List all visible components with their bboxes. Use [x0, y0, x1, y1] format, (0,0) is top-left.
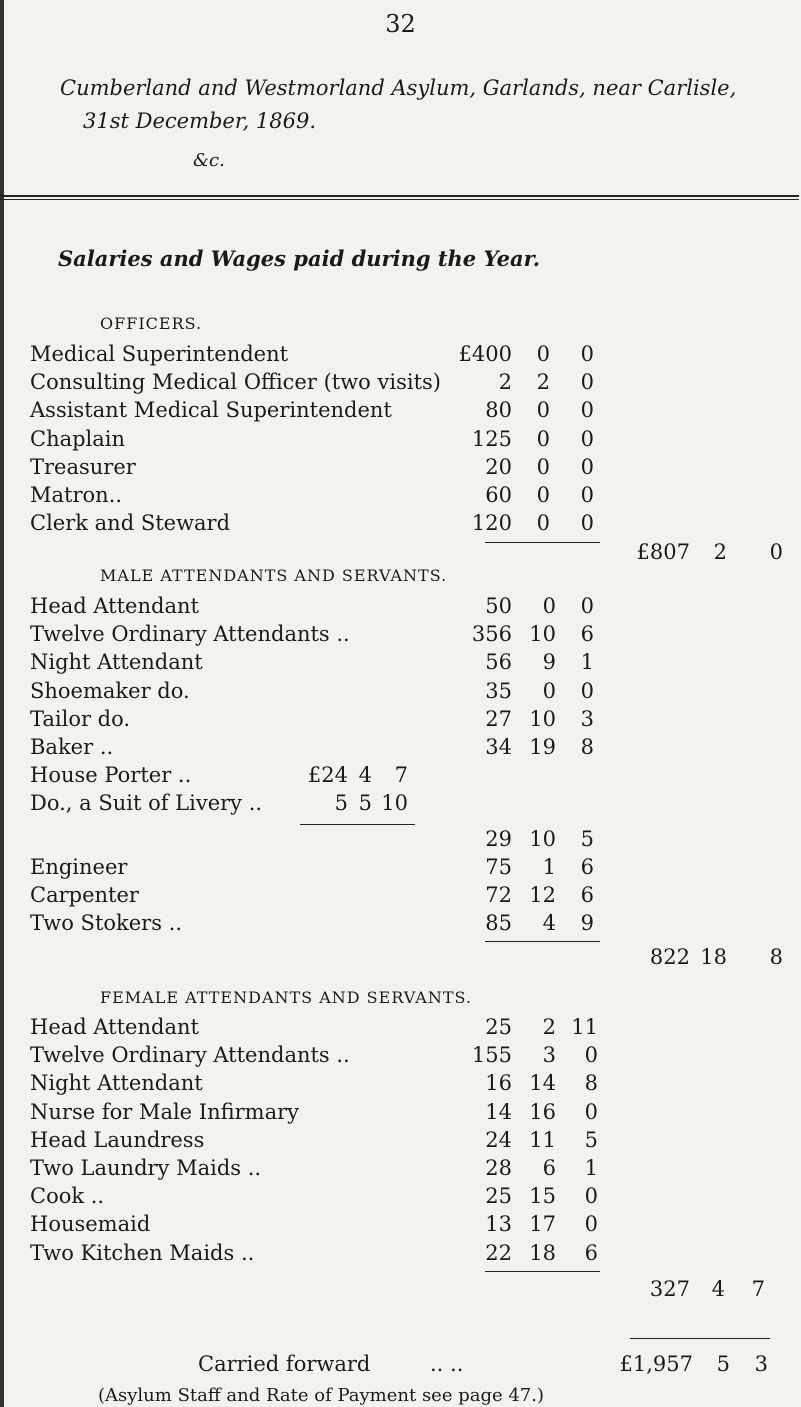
male-subrow-pounds: 5	[334, 791, 348, 816]
male-row-description: Head Attendant	[30, 594, 199, 618]
officer-row-pounds: 60	[485, 483, 512, 507]
male-row-pounds: 75	[485, 854, 512, 879]
female-total-rule	[485, 1271, 600, 1272]
female-total-pounds: 327	[649, 1276, 690, 1301]
female-row-description: Two Laundry Maids ..	[30, 1156, 262, 1180]
female-row-pounds: 155	[471, 1043, 512, 1068]
title-rule	[0, 195, 799, 197]
female-row-shillings: 17	[529, 1212, 556, 1237]
document-title: Cumberland and Westmorland Asylum, Garlands, near Carlisle,	[60, 76, 737, 100]
officer-row-description: Clerk and Steward	[30, 511, 231, 536]
male-row-pence: 9	[580, 911, 594, 936]
officer-row-pounds: 2	[498, 370, 512, 395]
male-subrow-rule	[300, 824, 415, 825]
female-row-pence: 11	[571, 1015, 598, 1039]
carried-forward-pounds: £1,957	[619, 1352, 693, 1376]
page-binding-edge	[0, 0, 4, 1407]
female-row-shillings: 18	[529, 1240, 556, 1265]
officer-row-shillings: 0	[536, 483, 550, 507]
officer-row-description: Chaplain	[30, 426, 126, 451]
female-row-pence: 1	[584, 1156, 598, 1180]
male-row-description: Baker ..	[30, 735, 114, 759]
male-row-description: Shoemaker do.	[30, 678, 190, 703]
officer-row-pence: 0	[580, 454, 594, 479]
male-row-pence: 3	[580, 706, 594, 731]
female-row-shillings: 16	[529, 1099, 556, 1124]
officer-row-description: Matron..	[30, 483, 123, 507]
female-row-pounds: 14	[485, 1099, 512, 1124]
section-title-female: FEMALE ATTENDANTS AND SERVANTS.	[100, 988, 472, 1007]
male-total-pence: 8	[769, 945, 783, 970]
officer-row-shillings: 2	[536, 370, 550, 395]
female-row-shillings: 3	[542, 1043, 556, 1068]
officer-row-pounds: £400	[458, 342, 512, 366]
male-row-description: Carpenter	[30, 883, 139, 907]
female-row-shillings: 15	[529, 1184, 556, 1209]
female-row-description: Twelve Ordinary Attendants ..	[30, 1043, 350, 1068]
male-subrow-pence: 10	[381, 791, 408, 816]
officer-row-pence: 0	[580, 483, 594, 507]
female-row-pence: 0	[584, 1184, 598, 1209]
carried-forward-pence: 3	[754, 1352, 768, 1376]
female-row-description: Nurse for Male Infirmary	[30, 1099, 299, 1124]
male-row-pounds: 85	[485, 911, 512, 936]
officer-row-description: Medical Superintendent	[30, 342, 289, 366]
female-row-shillings: 11	[529, 1127, 556, 1152]
officer-row-shillings: 0	[536, 454, 550, 479]
officer-row-pounds: 20	[485, 454, 512, 479]
male-subrow-description: House Porter ..	[30, 763, 192, 788]
female-row-description: Two Kitchen Maids ..	[30, 1240, 255, 1265]
section-heading: Salaries and Wages paid during the Year.	[58, 246, 541, 271]
female-row-pounds: 16	[485, 1071, 512, 1096]
male-row-description: Twelve Ordinary Attendants ..	[30, 622, 350, 647]
male-row-shillings: 9	[542, 650, 556, 675]
female-row-pounds: 28	[485, 1156, 512, 1180]
male-row-pence: 6	[580, 854, 594, 879]
officer-total-shillings: 2	[713, 540, 727, 565]
female-row-description: Head Laundress	[30, 1127, 205, 1152]
male-subtotal-pence: 5	[580, 826, 594, 851]
officer-row-description: Consulting Medical Officer (two visits)	[30, 370, 441, 395]
officer-total-pounds: £807	[636, 540, 690, 565]
male-row-pounds: 27	[485, 706, 512, 731]
male-subtotal-shillings: 10	[529, 826, 556, 851]
female-row-pence: 0	[584, 1043, 598, 1068]
male-row-shillings: 1	[542, 854, 556, 879]
officer-row-pence: 0	[580, 426, 594, 451]
etc-mark: &c.	[193, 150, 225, 171]
male-subrow-shillings: 5	[358, 791, 372, 816]
officer-row-description: Assistant Medical Superintendent	[30, 398, 392, 423]
female-row-pence: 6	[584, 1240, 598, 1265]
male-row-description: Tailor do.	[30, 706, 131, 731]
male-total-pounds: 822	[649, 945, 690, 970]
male-row-pence: 0	[580, 678, 594, 703]
male-row-pence: 6	[580, 622, 594, 647]
female-row-description: Night Attendant	[30, 1071, 203, 1096]
officer-row-pence: 0	[580, 398, 594, 423]
female-row-pence: 8	[584, 1071, 598, 1096]
female-row-description: Housemaid	[30, 1212, 151, 1237]
officer-row-pence: 0	[580, 370, 594, 395]
male-row-shillings: 10	[529, 706, 556, 731]
male-row-shillings: 10	[529, 622, 556, 647]
carried-forward-shillings: 5	[716, 1352, 730, 1376]
officer-row-shillings: 0	[536, 426, 550, 451]
female-total-pence: 7	[751, 1276, 765, 1301]
male-row-shillings: 0	[542, 678, 556, 703]
female-row-description: Cook ..	[30, 1184, 105, 1209]
male-row-pounds: 72	[485, 883, 512, 907]
carried-forward-label: Carried forward	[198, 1352, 371, 1376]
female-total-shillings: 4	[711, 1276, 725, 1301]
officer-row-shillings: 0	[536, 511, 550, 536]
male-subtotal-pounds: 29	[485, 826, 512, 851]
male-row-shillings: 4	[542, 911, 556, 936]
female-row-pounds: 24	[485, 1127, 512, 1152]
male-row-shillings: 19	[529, 735, 556, 759]
officer-row-pence: 0	[580, 342, 594, 366]
officer-row-pounds: 80	[485, 398, 512, 423]
officer-total-pence: 0	[769, 540, 783, 565]
female-row-description: Head Attendant	[30, 1015, 199, 1039]
section-title-officers: OFFICERS.	[100, 314, 203, 333]
page-number: 32	[385, 10, 416, 38]
male-subrow-description: Do., a Suit of Livery ..	[30, 791, 263, 816]
female-row-pence: 0	[584, 1212, 598, 1237]
female-row-pounds: 13	[485, 1212, 512, 1237]
female-row-shillings: 2	[542, 1015, 556, 1039]
female-row-pence: 0	[584, 1099, 598, 1124]
male-row-shillings: 0	[542, 594, 556, 618]
male-row-description: Night Attendant	[30, 650, 203, 675]
officer-subtotal-rule	[485, 542, 600, 543]
male-total-rule	[485, 941, 600, 942]
title-rule-thin	[0, 199, 799, 200]
officer-row-description: Treasurer	[30, 454, 136, 479]
male-subrow-pence: 7	[394, 763, 408, 788]
male-row-pounds: 35	[485, 678, 512, 703]
carried-forward-dots: .. ..	[430, 1352, 464, 1376]
officer-row-pounds: 125	[471, 426, 512, 451]
female-row-pounds: 22	[485, 1240, 512, 1265]
male-row-description: Engineer	[30, 854, 128, 879]
document-date: 31st December, 1869.	[83, 109, 317, 133]
male-row-pence: 6	[580, 883, 594, 907]
female-row-pence: 5	[584, 1127, 598, 1152]
male-row-description: Two Stokers ..	[30, 911, 183, 936]
male-subrow-pounds: £24	[307, 763, 348, 788]
male-total-shillings: 18	[700, 945, 727, 970]
officer-row-shillings: 0	[536, 398, 550, 423]
officer-row-pounds: 120	[471, 511, 512, 536]
female-row-shillings: 14	[529, 1071, 556, 1096]
female-row-shillings: 6	[542, 1156, 556, 1180]
carried-forward-rule	[630, 1338, 770, 1339]
female-row-pounds: 25	[485, 1184, 512, 1209]
male-row-pence: 8	[580, 735, 594, 759]
male-row-pence: 1	[580, 650, 594, 675]
male-row-pounds: 50	[485, 594, 512, 618]
male-subrow-shillings: 4	[358, 763, 372, 788]
male-row-pounds: 356	[471, 622, 512, 647]
male-row-shillings: 12	[529, 883, 556, 907]
male-row-pounds: 56	[485, 650, 512, 675]
officer-row-pence: 0	[580, 511, 594, 536]
male-row-pence: 0	[580, 594, 594, 618]
footnote: (Asylum Staff and Rate of Payment see page 47.)	[98, 1385, 545, 1406]
section-title-male: MALE ATTENDANTS AND SERVANTS.	[100, 566, 448, 585]
officer-row-shillings: 0	[536, 342, 550, 366]
male-row-pounds: 34	[485, 735, 512, 759]
female-row-pounds: 25	[485, 1015, 512, 1039]
